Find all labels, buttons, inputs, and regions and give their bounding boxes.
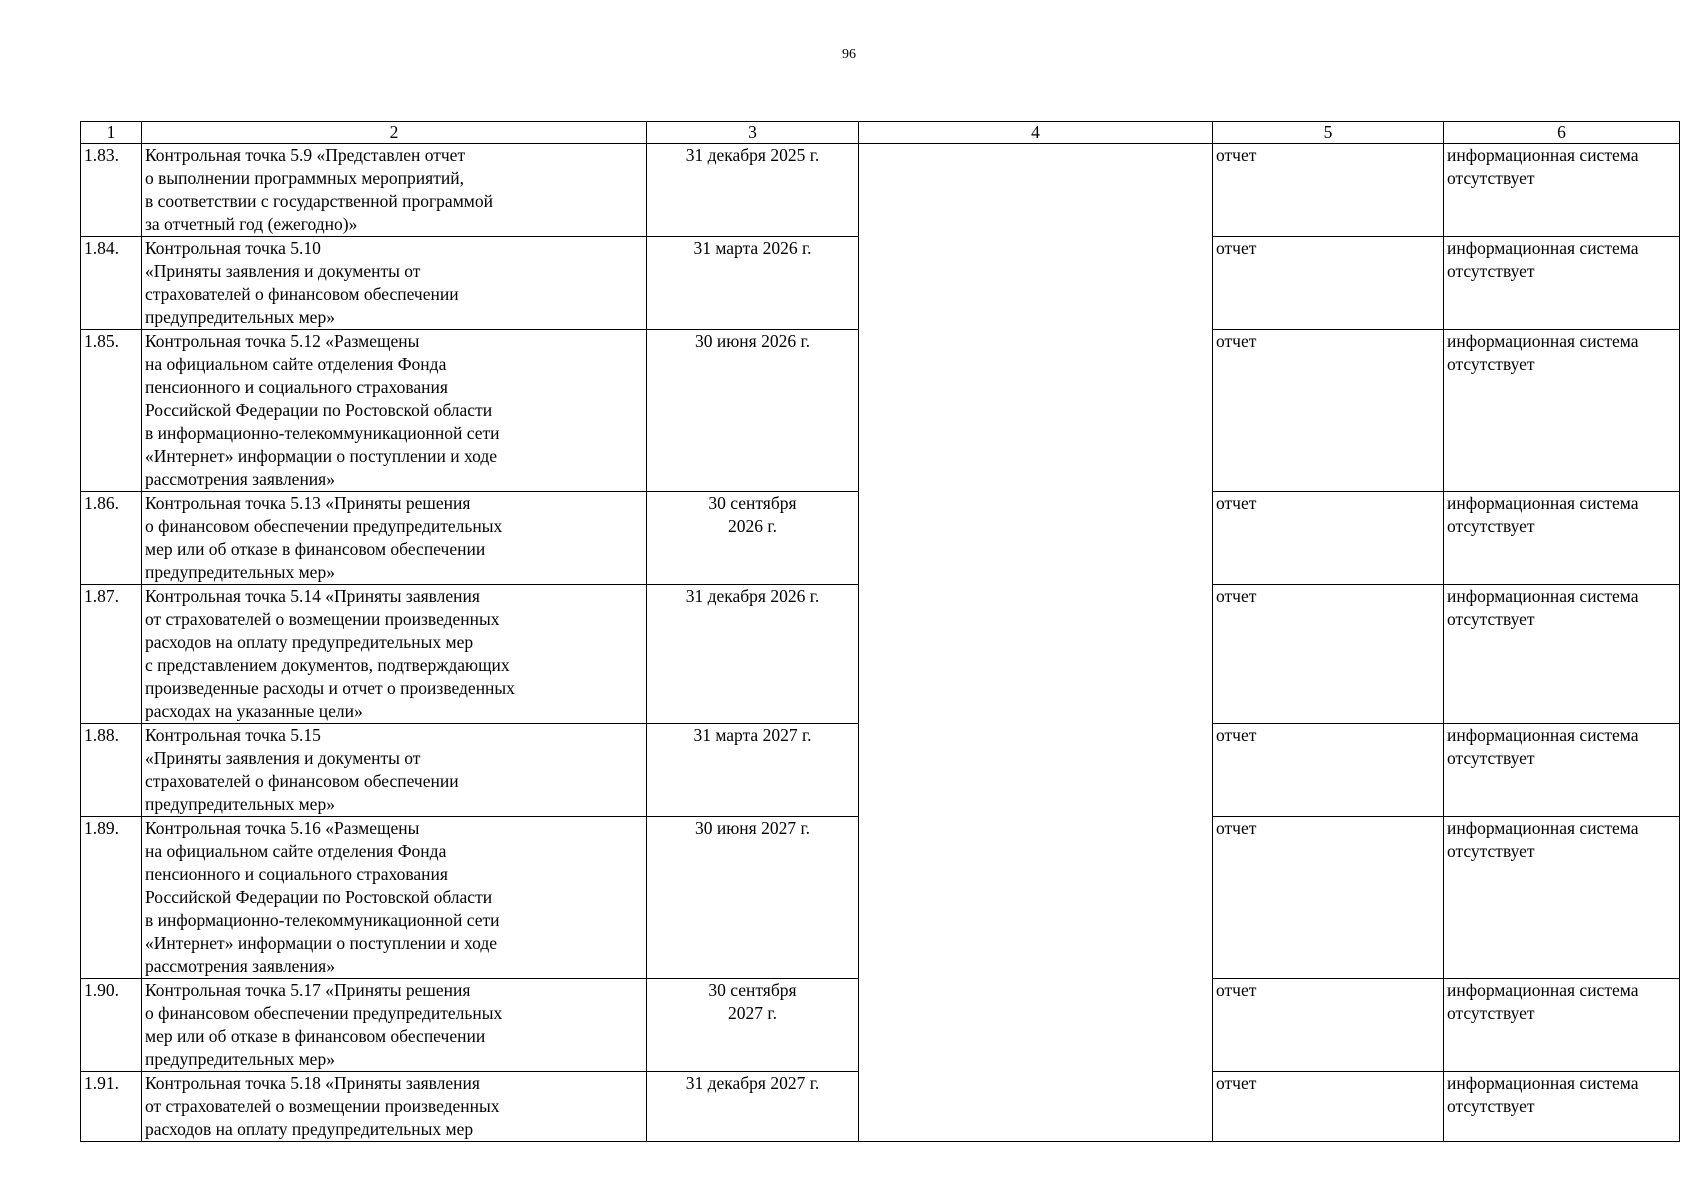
column-header: 4: [859, 122, 1213, 144]
page-number: 96: [842, 47, 856, 62]
deadline-date-cell: 31 марта 2027 г.: [647, 724, 859, 817]
document-type-cell: отчет: [1213, 1072, 1444, 1142]
row-number-cell: 1.83.: [81, 144, 142, 237]
document-type-cell: отчет: [1213, 585, 1444, 724]
control-points-table: [80, 121, 1680, 1142]
deadline-date-cell: 30 июня 2026 г.: [647, 330, 859, 492]
row-number-cell: 1.87.: [81, 585, 142, 724]
column-header: 5: [1213, 122, 1444, 144]
row-number-cell: 1.84.: [81, 237, 142, 330]
information-system-cell: информационная система отсутствует: [1444, 817, 1680, 979]
document-type-cell: отчет: [1213, 979, 1444, 1072]
column-header: 3: [647, 122, 859, 144]
row-number-cell: 1.86.: [81, 492, 142, 585]
control-point-description-cell: Контрольная точка 5.12 «Размещены на официальном сайте отделения Фонда пенсионного и социального страхования Российской Федерации по Ростовской области в информационно-телекоммуникационной сети «Интернет» информации о поступлении и ходе рассмотрения заявления»: [142, 330, 647, 492]
column-header: 6: [1444, 122, 1680, 144]
information-system-cell: информационная система отсутствует: [1444, 1072, 1680, 1142]
deadline-date-cell: 30 сентября 2026 г.: [647, 492, 859, 585]
table-body: [81, 144, 1680, 1142]
deadline-date-cell: 30 сентября 2027 г.: [647, 979, 859, 1072]
row-number-cell: 1.85.: [81, 330, 142, 492]
information-system-cell: информационная система отсутствует: [1444, 724, 1680, 817]
control-point-description-cell: Контрольная точка 5.17 «Приняты решения о финансовом обеспечении предупредительных мер или об отказе в финансовом обеспечении предупредительных мер»: [142, 979, 647, 1072]
row-number-cell: 1.90.: [81, 979, 142, 1072]
column-header: 1: [81, 122, 142, 144]
document-type-cell: отчет: [1213, 492, 1444, 585]
table-row: [81, 144, 1680, 237]
information-system-cell: информационная система отсутствует: [1444, 585, 1680, 724]
document-type-cell: отчет: [1213, 330, 1444, 492]
control-point-description-cell: Контрольная точка 5.15 «Приняты заявления и документы от страхователей о финансовом обеспечении предупредительных мер»: [142, 724, 647, 817]
deadline-date-cell: 31 декабря 2027 г.: [647, 1072, 859, 1142]
control-point-description-cell: Контрольная точка 5.13 «Приняты решения о финансовом обеспечении предупредительных мер или об отказе в финансовом обеспечении предупредительных мер»: [142, 492, 647, 585]
column-4-merged-cell: [859, 144, 1213, 1142]
control-point-description-cell: Контрольная точка 5.9 «Представлен отчет о выполнении программных мероприятий, в соответствии с государственной программой за отчетный год (ежегодно)»: [142, 144, 647, 237]
control-point-description-cell: Контрольная точка 5.18 «Приняты заявления от страхователей о возмещении произведенных расходов на оплату предупредительных мер: [142, 1072, 647, 1142]
information-system-cell: информационная система отсутствует: [1444, 492, 1680, 585]
document-type-cell: отчет: [1213, 724, 1444, 817]
deadline-date-cell: 31 марта 2026 г.: [647, 237, 859, 330]
document-type-cell: отчет: [1213, 237, 1444, 330]
deadline-date-cell: 31 декабря 2026 г.: [647, 585, 859, 724]
control-point-description-cell: Контрольная точка 5.16 «Размещены на официальном сайте отделения Фонда пенсионного и социального страхования Российской Федерации по Ростовской области в информационно-телекоммуникационной сети «Интернет» информации о поступлении и ходе рассмотрения заявления»: [142, 817, 647, 979]
information-system-cell: информационная система отсутствует: [1444, 979, 1680, 1072]
column-number-row: [81, 122, 1680, 144]
deadline-date-cell: 30 июня 2027 г.: [647, 817, 859, 979]
deadline-date-cell: 31 декабря 2025 г.: [647, 144, 859, 237]
row-number-cell: 1.88.: [81, 724, 142, 817]
row-number-cell: 1.89.: [81, 817, 142, 979]
document-type-cell: отчет: [1213, 817, 1444, 979]
document-type-cell: отчет: [1213, 144, 1444, 237]
column-header: 2: [142, 122, 647, 144]
control-point-description-cell: Контрольная точка 5.10 «Приняты заявления и документы от страхователей о финансовом обеспечении предупредительных мер»: [142, 237, 647, 330]
information-system-cell: информационная система отсутствует: [1444, 144, 1680, 237]
information-system-cell: информационная система отсутствует: [1444, 237, 1680, 330]
row-number-cell: 1.91.: [81, 1072, 142, 1142]
information-system-cell: информационная система отсутствует: [1444, 330, 1680, 492]
control-point-description-cell: Контрольная точка 5.14 «Приняты заявления от страхователей о возмещении произведенных расходов на оплату предупредительных мер с представлением документов, подтверждающих произведенные расходы и отчет о произведенных расходах на указанные цели»: [142, 585, 647, 724]
